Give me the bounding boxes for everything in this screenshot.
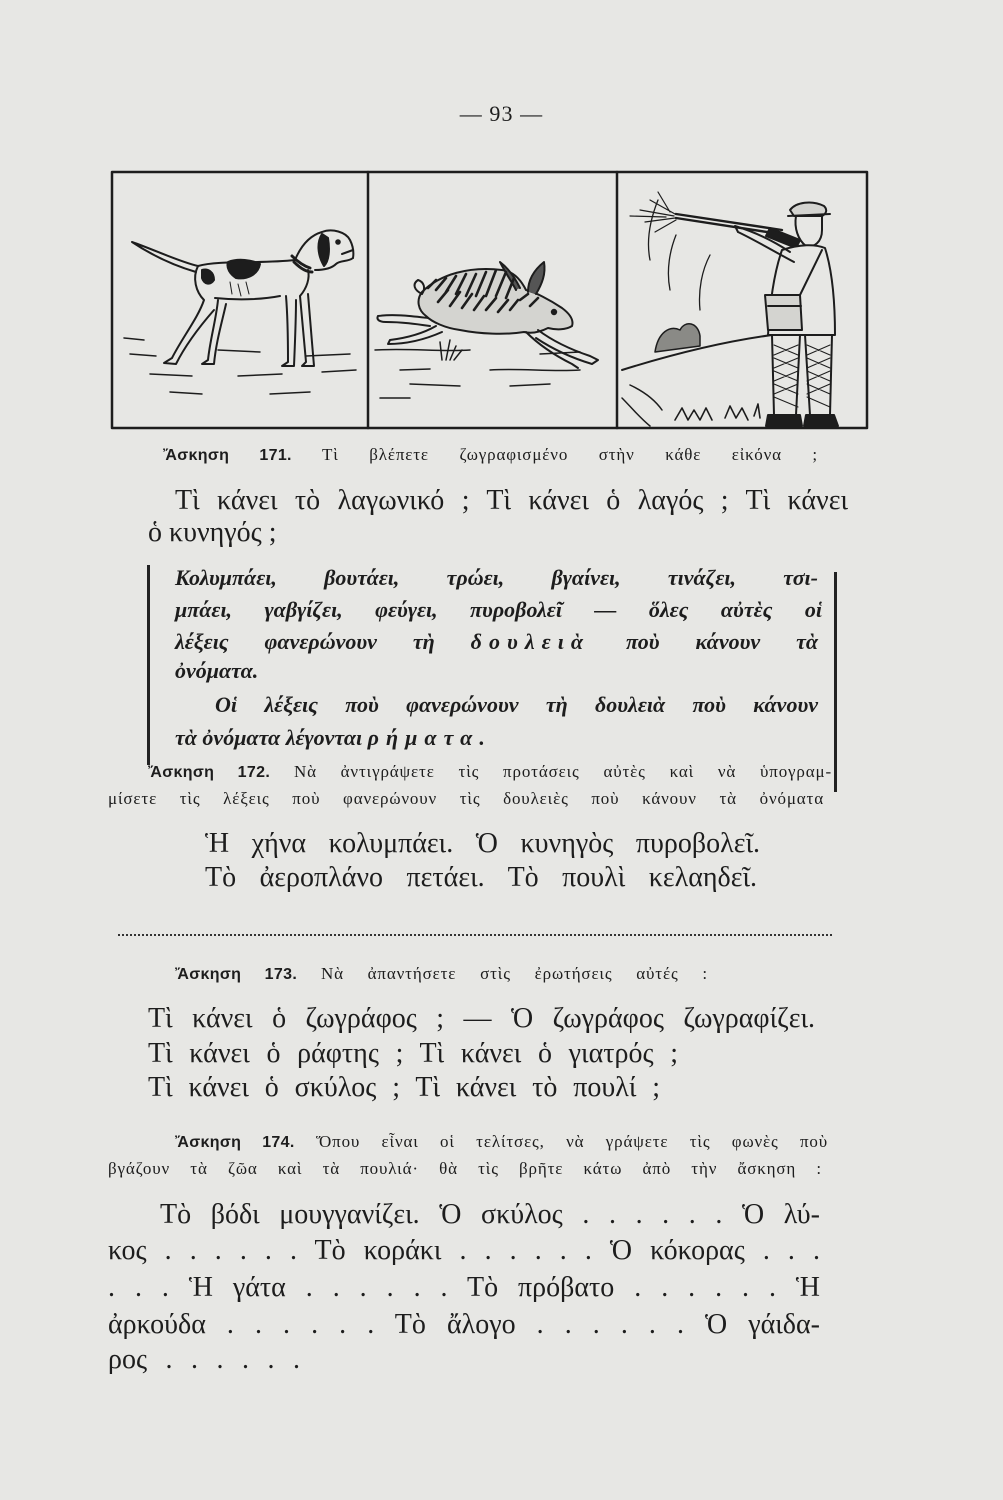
exercise-173-label: Ἄσκηση 173.	[175, 966, 298, 983]
exercise-173-line: Τὶ κάνει ὁ ράφτης ; Τὶ κάνει ὁ γιατρός ;	[148, 1038, 678, 1069]
dog-illustration	[124, 230, 356, 394]
exercise-173-prompt: Νὰ ἀπαντήσετε στὶς ἐρωτήσεις αὐτές :	[320, 964, 708, 983]
emphasized-term: δουλειὰ	[470, 629, 591, 654]
rule-box-left-rule	[147, 565, 150, 765]
exercise-171-prompt: Τὶ βλέπετε ζωγραφισμένο στὴν κάθε εἰκόνα ;	[322, 445, 818, 464]
exercise-174-instruction: Ὅπου εἶναι οἱ τελίτσες, νὰ γράψετε τὶς φωνὲς ποὺ	[316, 1132, 828, 1151]
rule-box-text: ποὺ κάνουν τὰ	[626, 629, 819, 654]
exercise-174-line: Τὸ βόδι μουγγανίζει. Ὁ σκύλος . . . . . . Ὁ λύ-	[160, 1199, 820, 1230]
exercise-174-label: Ἄσκηση 174.	[175, 1134, 295, 1151]
rule-box-line: Κολυμπάει, βουτάει, τρώει, βγαίνει, τινάζει, τσι-	[175, 565, 818, 590]
exercise-174-line: κος . . . . . . Τὸ κοράκι . . . . . . Ὁ κόκορας . . .	[108, 1235, 820, 1266]
exercise-172-sentence: Τὸ ἀεροπλάνο πετάει. Τὸ πουλὶ κελαηδεῖ.	[205, 862, 757, 893]
rule-box-line	[175, 628, 818, 656]
exercise-171-caption	[163, 444, 818, 466]
rule-box-definition-line	[175, 724, 485, 752]
rule-box-text: .	[479, 725, 485, 750]
rule-box-text: τὰ ὀνόματα λέγονται	[175, 725, 363, 750]
exercise-172-label: Ἄσκηση 172.	[148, 764, 271, 781]
exercise-171-question-line: ὁ κυνηγός ;	[148, 517, 277, 548]
exercise-172-sentence: Ἡ χήνα κολυμπάει. Ὁ κυνηγὸς πυροβολεῖ.	[205, 828, 760, 859]
exercise-174-line: ἀρκούδα . . . . . . Τὸ ἄλογο . . . . . . Ὁ γάιδα-	[108, 1309, 820, 1340]
section-divider	[118, 934, 832, 936]
exercise-172-caption	[148, 761, 832, 783]
rule-box-line: μπάει, γαβγίζει, φεύγει, πυροβολεῖ — ὅλες αὐτὲς οἱ	[175, 597, 822, 622]
exercise-174-line: ρος . . . . . .	[108, 1344, 300, 1375]
exercise-172-instruction: μίσετε τὶς λέξεις ποὺ φανερώνουν τὶς δουλειὲς ποὺ κάνουν τὰ ὀνόματα	[108, 789, 824, 808]
defined-term: ρήματα	[367, 725, 480, 750]
exercise-174-instruction: βγάζουν τὰ ζῶα καὶ τὰ πουλιά· θὰ τὶς βρῆτε κάτω ἀπὸ τὴν ἄσκηση :	[108, 1159, 822, 1178]
page-number: — 93 —	[459, 101, 544, 126]
exercise-174-line: . . . Ἡ γάτα . . . . . . Τὸ πρόβατο . . . . . . Ἡ	[108, 1272, 820, 1303]
exercise-173-line: Τὶ κάνει ὁ σκύλος ; Τὶ κάνει τὸ πουλί ;	[148, 1072, 660, 1103]
rule-box-text: λέξεις φανερώνουν τὴ	[175, 629, 435, 654]
rule-box-line: ὀνόματα.	[175, 658, 259, 683]
artist-signature	[675, 404, 760, 420]
rule-box-right-rule	[834, 572, 837, 792]
hunter-illustration	[622, 192, 838, 426]
hare-illustration	[375, 262, 598, 398]
illustration-strip	[110, 170, 870, 432]
exercise-172-instruction: Νὰ ἀντιγράψετε τὶς προτάσεις αὐτὲς καὶ νὰ ὑπογραμ-	[293, 762, 832, 781]
rule-box-definition-line: Οἱ λέξεις ποὺ φανερώνουν τὴ δουλειὰ ποὺ κάνουν	[215, 692, 818, 717]
exercise-173-line: Τὶ κάνει ὁ ζωγράφος ; — Ὁ ζωγράφος ζωγραφίζει.	[148, 1003, 815, 1034]
exercise-174-caption	[175, 1131, 828, 1153]
exercise-171-question-line: Τὶ κάνει τὸ λαγωνικό ; Τὶ κάνει ὁ λαγός ; Τὶ κάνει	[175, 485, 848, 516]
exercise-171-label: Ἄσκηση 171.	[163, 447, 292, 464]
exercise-173-caption	[175, 963, 708, 985]
